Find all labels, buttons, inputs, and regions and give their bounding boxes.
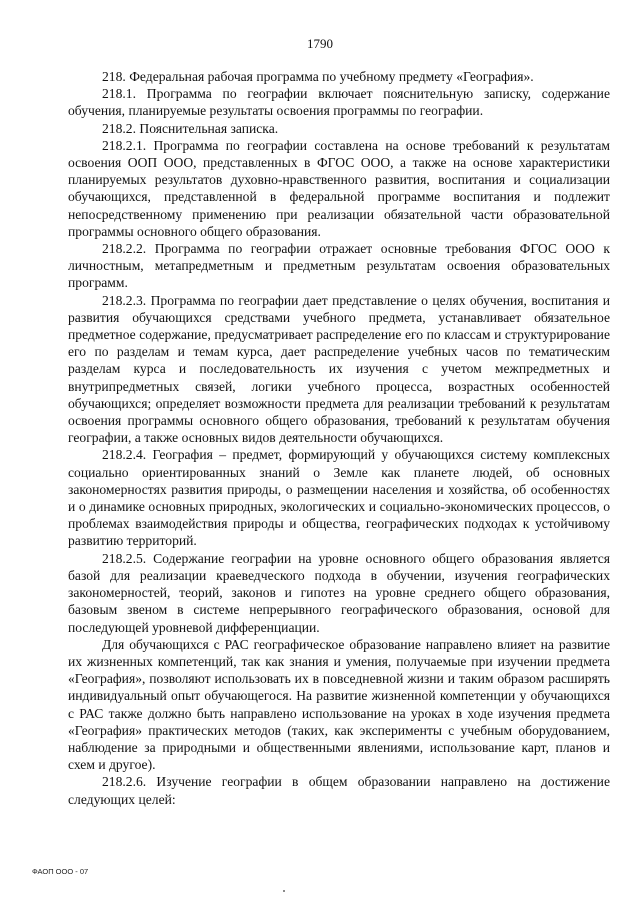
document-body: [68, 68, 610, 808]
document-code-footer: ФАОП ООО - 07: [32, 867, 89, 876]
paragraph-218: 218. Федеральная рабочая программа по учебному предмету «География».: [102, 69, 534, 84]
scan-speck: [283, 890, 285, 892]
paragraph-ras: Для обучающихся с РАС географическое образование направлено влияет на развитие их жизненных компетенций, так как знания и умения, получаемые при изучении предмета «География», позволяют использовать их в повседневной жизни и таким образом расширять индивидуальный опыт обучающегося. На развитие жизненной компетенции у обучающихся с РАС также должно быть направлено использование на уроках в ходе изучения предмета «География» практических методов (таких, как эксперименты с учебным оборудованием, наблюдение за природными и общественными явлениями, использование карт, планов и схем и другое).: [68, 636, 610, 773]
page-number: 1790: [307, 36, 333, 51]
paragraph-218-1: 218.1. Программа по географии включает пояснительную записку, содержание обучения, планируемые результаты освоения программы по географии.: [68, 86, 610, 119]
paragraph-218-2-2: 218.2.2. Программа по географии отражает основные требования ФГОС ООО к личностным, метапредметным и предметным результатам освоения образовательных программ.: [68, 241, 610, 291]
paragraph-218-2-4: 218.2.4. География – предмет, формирующий у обучающихся систему комплексных социально ориентированных знаний о Земле как планете людей, об основных закономерностях развития природы, о размещении населения и хозяйства, об особенностях и о динамике основных природных, экологических и социально-экономических процессов, о проблемах взаимодействия природы и общества, географических подходах к устойчивому развитию территорий.: [68, 447, 610, 549]
paragraph-218-2-1: 218.2.1. Программа по географии составлена на основе требований к результатам освоения ООП ООО, представленных в ФГОС ООО, а также на основе характеристики планируемых результатов духовно-нравственного развития, воспитания и социализации обучающихся, представленной в федеральной программе воспитания и подлежит непосредственному применению при реализации обязательной части образовательной программы основного общего образования.: [68, 137, 610, 239]
paragraph-218-2-6: 218.2.6. Изучение географии в общем образовании направлено на достижение следующих целей:: [68, 774, 610, 807]
paragraph-218-2-3: 218.2.3. Программа по географии дает представление о целях обучения, воспитания и развития обучающихся средствами учебного предмета, устанавливает обязательное предметное содержание, предусматривает распределение его по классам и структурирование его по разделам и темам курса, дает распределение учебных часов по тематическим разделам курса и последовательность их изучения с учетом межпредметных и внутрипредметных связей, логики учебного процесса, возрастных особенностей обучающихся; определяет возможности предмета для реализации требований к результатам освоения программы основного общего образования, требований к результатам обучения географии, а также основных видов деятельности обучающихся.: [68, 292, 610, 446]
paragraph-218-2: 218.2. Пояснительная записка.: [102, 120, 279, 136]
paragraph-218-2-5: 218.2.5. Содержание географии на уровне основного общего образования является базой для реализации краеведческого подхода в обучении, изучения географических закономерностей, теорий, законов и гипотез на уровне среднего общего образования, базовым звеном в системе непрерывного географического образования, основой для последующей уровневой дифференциации.: [68, 550, 610, 635]
